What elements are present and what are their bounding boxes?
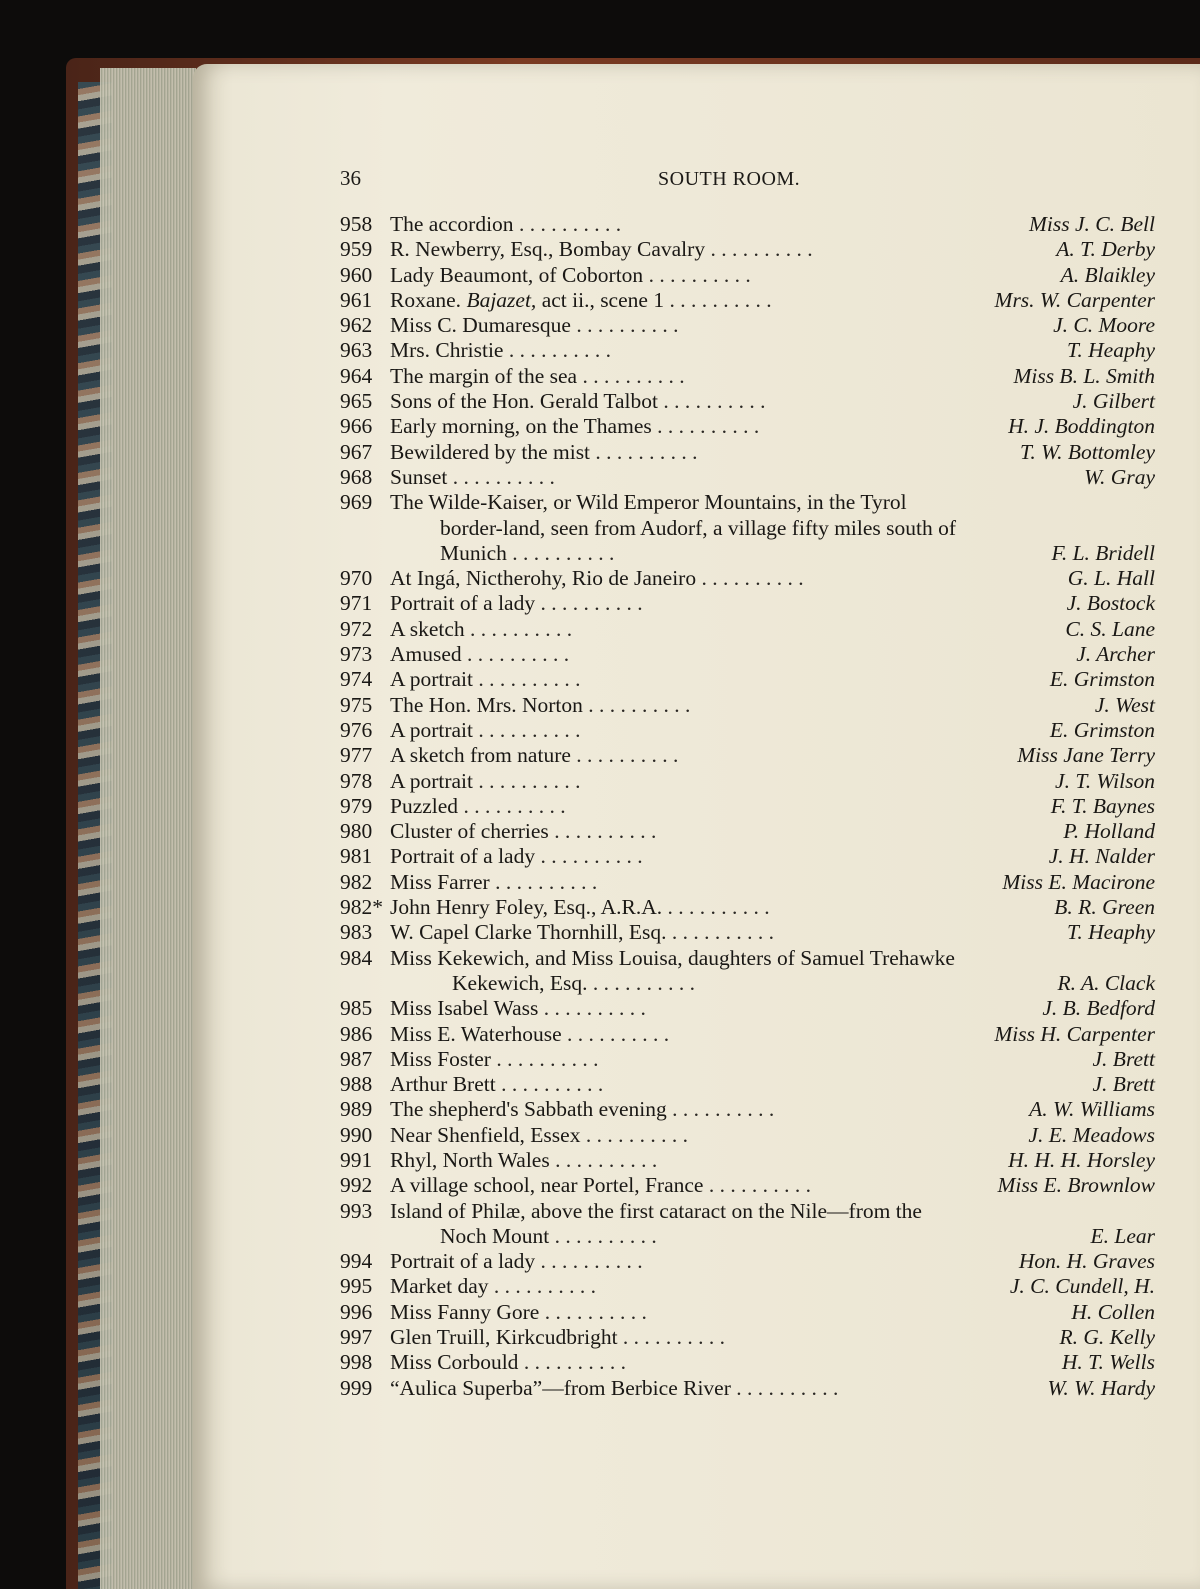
entry-number: 964 [340, 363, 373, 388]
entry-number: 980 [340, 819, 373, 844]
entry-title [390, 313, 1045, 338]
list-item [340, 895, 1155, 920]
entry-title-text: At Ingá, Nictherohy, Rio de Janeiro [390, 566, 697, 591]
list-item [340, 769, 1155, 794]
entry-title-text: Lady Beaumont, of Coborton [390, 262, 644, 287]
entry-title-text: Bewildered by the mist [390, 439, 591, 464]
entry-title-text: Miss Kekewich, and Miss Louisa, daughters of Samuel Trehawke [390, 945, 955, 970]
entry-title-text: R. Newberry, Esq., Bombay Cavalry [390, 237, 706, 262]
entry-title [390, 819, 1055, 844]
entry-number: 993 [340, 1198, 373, 1223]
entry-title [390, 566, 1060, 591]
entry-number: 989 [340, 1097, 373, 1122]
list-item [340, 440, 1155, 465]
entry-artist: J. C. Cundell, H. [1009, 1274, 1155, 1299]
entry-number: 987 [340, 1046, 373, 1071]
leader-dots: . . . . . . . . . . [643, 262, 751, 287]
entry-title-text: Island of Philæ, above the first cataract on the Nile—from the [390, 1198, 922, 1223]
leader-dots: . . . . . . . . . . [730, 1375, 839, 1400]
entry-number: 977 [340, 743, 373, 768]
entry-number: 974 [340, 667, 373, 692]
entry-title-text: “Aulica Superba”—from Berbice River [390, 1375, 731, 1400]
leader-dots: . . . . . . . . . . [580, 1122, 688, 1147]
entry-title [390, 1199, 1155, 1224]
leader-dots: . . . . . . . . . . [535, 1249, 643, 1274]
entry-artist: W. Gray [1084, 464, 1155, 489]
list-item [340, 263, 1155, 288]
entry-title [390, 1072, 1085, 1097]
entry-title-text: Noch Mount [440, 1223, 550, 1248]
list-item [340, 870, 1155, 895]
leader-dots: . . . . . . . . . . [570, 313, 679, 338]
entry-artist: R. A. Clack [1057, 970, 1155, 995]
list-item [340, 718, 1155, 743]
entry-number: 988 [340, 1072, 373, 1097]
entry-artist: J. H. Nalder [1048, 844, 1155, 869]
list-item [340, 237, 1155, 262]
entry-artist: A. Blaikley [1060, 262, 1155, 287]
entry-title-text: Puzzled [390, 793, 459, 818]
entry-number: 970 [340, 566, 373, 591]
list-item [340, 920, 1155, 945]
list-item [340, 591, 1155, 616]
entry-title [390, 516, 1155, 541]
entry-artist: W. W. Hardy [1047, 1375, 1155, 1400]
entry-artist: J. E. Meadows [1028, 1122, 1155, 1147]
entry-title [390, 440, 1012, 465]
entry-number: 998 [340, 1350, 373, 1375]
entry-number: 992 [340, 1173, 373, 1198]
entry-number: 968 [340, 464, 373, 489]
entry-title [390, 1350, 1054, 1375]
list-item [340, 1123, 1155, 1148]
entry-artist: E. Lear [1090, 1223, 1155, 1248]
entry-title [390, 338, 1059, 363]
entry-title [390, 996, 1034, 1021]
list-item [340, 338, 1155, 363]
entry-number: 972 [340, 616, 373, 641]
entry-artist: J. C. Moore [1053, 313, 1155, 338]
entry-artist: J. B. Bedford [1042, 996, 1155, 1021]
entry-artist: Miss J. C. Bell [1029, 212, 1155, 236]
list-item [340, 844, 1155, 869]
entry-number: 996 [340, 1299, 373, 1324]
list-item [340, 946, 1155, 971]
entry-number: 966 [340, 414, 373, 439]
entry-title [390, 642, 1068, 667]
list-item [340, 693, 1155, 718]
page-edges [100, 68, 196, 1589]
entry-number: 986 [340, 1021, 373, 1046]
entry-title-text: Miss Farrer [390, 869, 490, 894]
entry-artist: P. Holland [1063, 819, 1155, 844]
leader-dots: . . . . . . . . . . [662, 895, 770, 920]
leader-dots: . . . . . . . . . . [473, 768, 581, 793]
entry-artist: J. Gilbert [1072, 389, 1155, 414]
entry-title [390, 1325, 1051, 1350]
entry-artist: F. T. Baynes [1050, 793, 1155, 818]
entry-artist: G. L. Hall [1067, 566, 1155, 591]
entry-title-text: Miss C. Dumaresque [390, 313, 571, 338]
entry-title [390, 769, 1047, 794]
entry-number: 963 [340, 338, 373, 363]
leader-dots: . . . . . . . . . . [664, 287, 772, 312]
leader-dots: . . . . . . . . . . [666, 920, 774, 945]
entry-artist: J. Brett [1092, 1046, 1155, 1071]
entry-title [390, 490, 1155, 515]
entry-title [390, 364, 1005, 389]
leader-dots: . . . . . . . . . . [577, 363, 685, 388]
entry-title [390, 288, 987, 313]
entry-title-text: Roxane. [390, 287, 462, 312]
entry-number: 961 [340, 287, 373, 312]
entry-number: 971 [340, 591, 373, 616]
list-item [340, 1376, 1155, 1401]
entry-title-text: The margin of the sea [390, 363, 578, 388]
entry-title-text: Munich [440, 540, 507, 565]
entry-title-text: Kekewich, Esq. [452, 970, 588, 995]
list-item [340, 566, 1155, 591]
list-item [340, 743, 1155, 768]
entry-title-text: Miss Foster [390, 1046, 491, 1071]
list-item [340, 516, 1155, 541]
list-item [340, 1022, 1155, 1047]
entry-title-text: A sketch [390, 616, 465, 641]
leader-dots: . . . . . . . . . . [473, 667, 581, 692]
entry-artist: J. Archer [1076, 642, 1155, 667]
leader-dots: . . . . . . . . . . [473, 717, 581, 742]
entry-title [390, 1123, 1020, 1148]
entry-artist: H. T. Wells [1061, 1350, 1155, 1375]
entry-title [390, 1022, 986, 1047]
entry-title [390, 617, 1057, 642]
entry-title [390, 718, 1042, 743]
entry-title [390, 263, 1053, 288]
entry-title [390, 844, 1041, 869]
entry-title-text: Amused [390, 642, 462, 667]
entry-number: 990 [340, 1122, 373, 1147]
leader-dots: . . . . . . . . . . [458, 793, 566, 818]
leader-dots: . . . . . . . . . . [461, 642, 570, 667]
entry-title [390, 1376, 1039, 1401]
entry-number: 979 [340, 793, 373, 818]
entry-title [390, 743, 1009, 768]
leader-dots: . . . . . . . . . . [488, 1274, 597, 1299]
entry-artist: R. G. Kelly [1059, 1325, 1155, 1350]
list-item [340, 364, 1155, 389]
entry-number: 985 [340, 996, 373, 1021]
list-item [340, 1224, 1155, 1249]
entry-title [390, 693, 1087, 718]
page-header [340, 166, 1150, 194]
entry-number: 960 [340, 262, 373, 287]
entry-artist: Miss E. Brownlow [997, 1173, 1155, 1198]
list-item [340, 1072, 1155, 1097]
entry-title-rest: act ii., scene 1 [541, 287, 665, 312]
page-number: 36 [340, 166, 361, 190]
leader-dots: . . . . . . . . . . [490, 1046, 599, 1071]
leader-dots: . . . . . . . . . . [535, 591, 643, 616]
entry-number: 995 [340, 1274, 373, 1299]
entry-title-text: The shepherd's Sabbath evening [390, 1097, 667, 1122]
entry-artist: E. Grimston [1049, 667, 1155, 692]
entry-title-text: Sons of the Hon. Gerald Talbot [390, 389, 659, 414]
entry-title [390, 465, 1076, 490]
leader-dots: . . . . . . . . . . [518, 1350, 626, 1375]
entry-number: 967 [340, 439, 373, 464]
entry-artist: Miss E. Macirone [1002, 869, 1155, 894]
entry-artist: H. H. H. Horsley [1008, 1147, 1155, 1172]
entry-title-text: Market day [390, 1274, 489, 1299]
entry-title-text: Early morning, on the Thames [390, 414, 652, 439]
list-item [340, 667, 1155, 692]
list-item [340, 971, 1155, 996]
entry-title-text: border-land, seen from Audorf, a village fifty miles south of [440, 515, 957, 540]
entry-artist: A. T. Derby [1056, 237, 1155, 262]
entry-number: 959 [340, 237, 373, 262]
entry-title-italic: Bajazet, [466, 287, 537, 312]
entry-title-text: Miss Isabel Wass [390, 996, 539, 1021]
entry-title [390, 237, 1048, 262]
entry-title-text: Portrait of a lady [390, 1249, 536, 1274]
leader-dots: . . . . . . . . . . [489, 869, 598, 894]
list-item [340, 465, 1155, 490]
leader-dots: . . . . . . . . . . [587, 970, 696, 995]
entry-artist: A. W. Williams [1029, 1097, 1155, 1122]
entry-title [390, 1224, 1083, 1249]
entry-number: 991 [340, 1147, 373, 1172]
entry-title-text: Arthur Brett [390, 1072, 496, 1097]
leader-dots: . . . . . . . . . . [582, 692, 691, 717]
leader-dots: . . . . . . . . . . [548, 819, 657, 844]
entry-number: 982 [340, 869, 373, 894]
list-item [340, 1350, 1155, 1375]
entry-title-text: A sketch from nature [390, 743, 571, 768]
entry-title [390, 870, 994, 895]
entry-number: 962 [340, 313, 373, 338]
leader-dots: . . . . . . . . . . [506, 540, 615, 565]
entry-title-text: A village school, near Portel, France [390, 1173, 704, 1198]
entry-title-text: Portrait of a lady [390, 844, 536, 869]
leader-dots: . . . . . . . . . . [447, 464, 555, 489]
entry-title-text: Miss E. Waterhouse [390, 1021, 562, 1046]
entry-number: 969 [340, 490, 373, 515]
entry-title-text: The Hon. Mrs. Norton [390, 692, 583, 717]
list-item [340, 288, 1155, 313]
leader-dots: . . . . . . . . . . [561, 1021, 670, 1046]
leader-dots: . . . . . . . . . . [513, 212, 622, 236]
list-item [340, 1173, 1155, 1198]
list-item [340, 1148, 1155, 1173]
list-item [340, 541, 1155, 566]
entry-number: 982* [340, 895, 383, 920]
entry-title [390, 591, 1059, 616]
entry-title-text: Cluster of cherries [390, 819, 549, 844]
leader-dots: . . . . . . . . . . [651, 414, 760, 439]
list-item [340, 996, 1155, 1021]
list-item [340, 1300, 1155, 1325]
list-item [340, 212, 1155, 237]
leader-dots: . . . . . . . . . . [666, 1097, 775, 1122]
entry-title-text: The Wilde-Kaiser, or Wild Emperor Mountains, in the Tyrol [390, 490, 907, 515]
entry-artist: B. R. Green [1054, 895, 1155, 920]
entry-title [390, 1300, 1063, 1325]
leader-dots: . . . . . . . . . . [617, 1325, 726, 1350]
list-item [340, 794, 1155, 819]
entry-title [390, 1148, 1000, 1173]
entry-title-text: A portrait [390, 717, 473, 742]
list-item [340, 1199, 1155, 1224]
entry-title-text: A portrait [390, 768, 473, 793]
entry-title [390, 389, 1065, 414]
entry-title [390, 1274, 1002, 1299]
entry-artist: H. Collen [1071, 1299, 1155, 1324]
leader-dots: . . . . . . . . . . [705, 237, 813, 262]
entry-title [390, 971, 1049, 996]
entry-number: 983 [340, 920, 373, 945]
entry-number: 965 [340, 389, 373, 414]
entry-number: 994 [340, 1249, 373, 1274]
list-item [340, 642, 1155, 667]
entry-artist: J. West [1094, 692, 1155, 717]
list-item [340, 490, 1155, 515]
leader-dots: . . . . . . . . . . [538, 996, 646, 1021]
entry-number: 973 [340, 642, 373, 667]
entry-title [390, 1097, 1021, 1122]
entry-title [390, 1047, 1085, 1072]
list-item [340, 1325, 1155, 1350]
list-item [340, 1274, 1155, 1299]
entry-title-text: Rhyl, North Wales [390, 1147, 550, 1172]
entry-title [390, 895, 1046, 920]
entry-number: 975 [340, 692, 373, 717]
list-item [340, 1047, 1155, 1072]
entry-title-text: Glen Truill, Kirkcudbright [390, 1325, 618, 1350]
list-item [340, 313, 1155, 338]
leader-dots: . . . . . . . . . . [658, 389, 766, 414]
entry-artist: T. Heaphy [1067, 920, 1155, 945]
entry-artist: C. S. Lane [1065, 616, 1155, 641]
list-item [340, 1249, 1155, 1274]
leader-dots: . . . . . . . . . . [495, 1072, 604, 1097]
entry-title [390, 1173, 990, 1198]
entry-artist: E. Grimston [1049, 717, 1155, 742]
leader-dots: . . . . . . . . . . [549, 1147, 658, 1172]
entry-number: 978 [340, 768, 373, 793]
entry-title-text: John Henry Foley, Esq., A.R.A. [390, 895, 663, 920]
entry-number: 984 [340, 945, 373, 970]
running-head: SOUTH ROOM. [658, 168, 801, 190]
entry-artist: Hon. H. Graves [1018, 1249, 1155, 1274]
entry-number: 981 [340, 844, 373, 869]
entry-artist: H. J. Boddington [1008, 414, 1155, 439]
entry-number: 976 [340, 717, 373, 742]
entry-title-text: Near Shenfield, Essex [390, 1122, 581, 1147]
leader-dots: . . . . . . . . . . [590, 439, 698, 464]
leader-dots: . . . . . . . . . . [570, 743, 679, 768]
entry-title-text: Portrait of a lady [390, 591, 536, 616]
entry-number: 999 [340, 1375, 373, 1400]
leader-dots: . . . . . . . . . . [535, 844, 643, 869]
entry-title-text: A portrait [390, 667, 473, 692]
entry-number: 958 [340, 212, 373, 236]
entry-title-text: Miss Corbould [390, 1350, 519, 1375]
entry-title [390, 946, 1155, 971]
entry-title [390, 414, 1000, 439]
leader-dots: . . . . . . . . . . [539, 1299, 647, 1324]
entry-artist: J. Brett [1092, 1072, 1155, 1097]
entry-artist: Mrs. W. Carpenter [994, 287, 1155, 312]
entry-artist: T. W. Bottomley [1020, 439, 1155, 464]
entry-title [390, 794, 1043, 819]
leader-dots: . . . . . . . . . . [503, 338, 611, 363]
catalogue-entries [340, 212, 1155, 1401]
list-item [340, 414, 1155, 439]
list-item [340, 1097, 1155, 1122]
leader-dots: . . . . . . . . . . [464, 616, 573, 641]
entry-artist: T. Heaphy [1067, 338, 1155, 363]
entry-artist: Miss H. Carpenter [994, 1021, 1155, 1046]
list-item [340, 819, 1155, 844]
entry-title [390, 1249, 1011, 1274]
entry-artist: J. T. Wilson [1055, 768, 1155, 793]
leader-dots: . . . . . . . . . . [696, 566, 804, 591]
entry-artist: Miss B. L. Smith [1013, 363, 1155, 388]
entry-number: 997 [340, 1325, 373, 1350]
entry-artist: Miss Jane Terry [1017, 743, 1155, 768]
leader-dots: . . . . . . . . . . [549, 1223, 657, 1248]
entry-artist: F. L. Bridell [1051, 540, 1155, 565]
leader-dots: . . . . . . . . . . [703, 1173, 811, 1198]
entry-title-text: The accordion [390, 212, 514, 236]
entry-title [390, 541, 1043, 566]
list-item [340, 389, 1155, 414]
entry-title-text: Mrs. Christie [390, 338, 504, 363]
entry-title-text: Miss Fanny Gore [390, 1299, 540, 1324]
entry-title-text: W. Capel Clarke Thornhill, Esq. [390, 920, 667, 945]
entry-title [390, 667, 1042, 692]
entry-title-text: Sunset [390, 464, 448, 489]
entry-title [390, 920, 1059, 945]
entry-title [390, 212, 1021, 237]
entry-artist: J. Bostock [1066, 591, 1155, 616]
list-item [340, 617, 1155, 642]
